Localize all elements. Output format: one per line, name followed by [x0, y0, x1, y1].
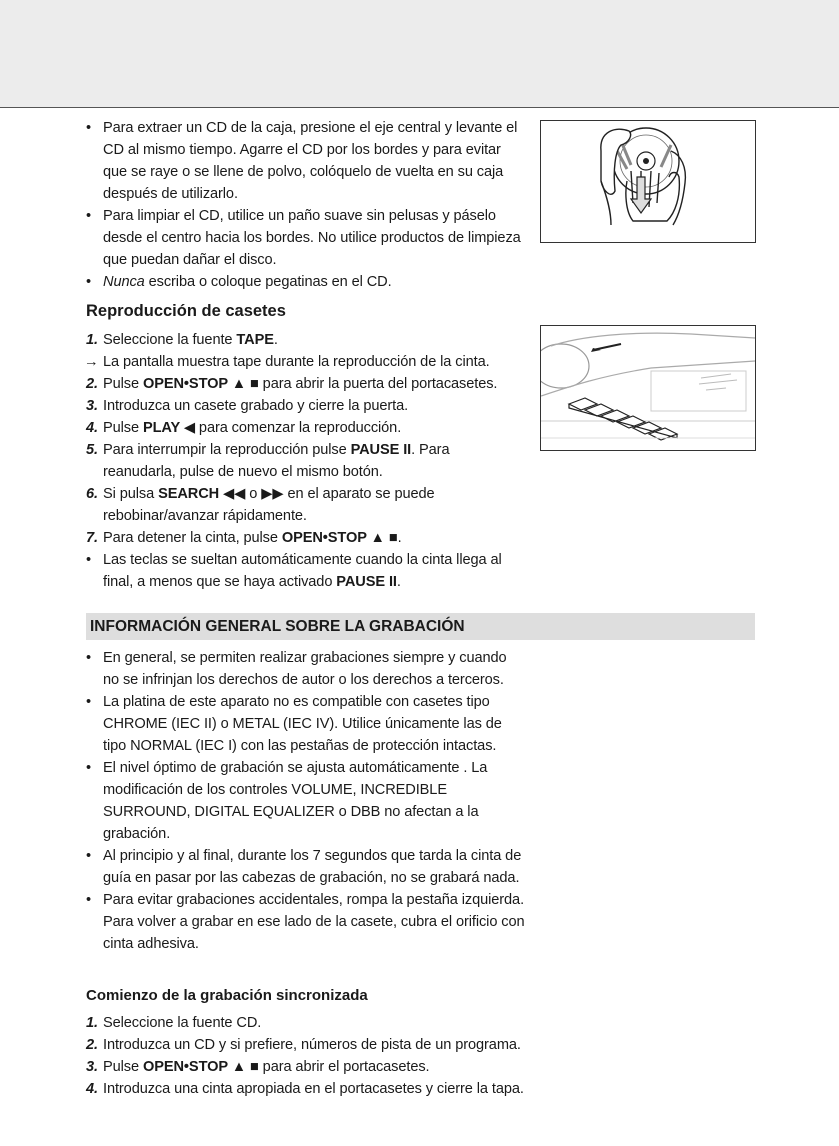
cassette-buttons-icon [541, 326, 755, 450]
list-item: • Para evitar grabaciones accidentales, rompa la pestaña izquierda. Para volver a grabar en ese lado de la casete, cubra el orificio con cinta adhesiva. [86, 892, 525, 952]
step: 2. Introduzca un CD y si prefiere, números de pista de un programa. [86, 1037, 521, 1053]
playback-steps [86, 329, 526, 593]
header-band [0, 0, 839, 107]
step: 6. Si pulsa SEARCH ◀◀ o ▶▶ en el aparato se puede rebobinar/avanzar rápidamente. [86, 486, 435, 524]
playback-title: Reproducción de casetes [86, 302, 286, 320]
list-item: • Para extraer un CD de la caja, presione el eje central y levante el CD al mismo tiempo. Agarre el CD por los bordes y para evitar que se raye o se llene de polvo, colóquelo de vuelta en su caja después de utilizarlo. [86, 120, 518, 202]
list-item: • Al principio y al final, durante los 7 segundos que tarda la cinta de guía en pasar por las cabezas de grabación, no se grabará nada. [86, 848, 522, 886]
list-item: • Para limpiar el CD, utilice un paño suave sin pelusas y páselo desde el centro hacia los bordes. No utilice productos de limpieza que puedan dañar el disco. [86, 208, 521, 268]
step: 2. Pulse OPEN•STOP ▲ ■ para abrir la puerta del portacasetes. [86, 376, 498, 392]
cassette-deck-illustration [540, 325, 756, 451]
list-item: • Nunca escriba o coloque pegatinas en el CD. [86, 274, 392, 290]
step-note: → La pantalla muestra tape durante la reproducción de la cinta. [84, 354, 490, 370]
list-item: • En general, se permiten realizar grabaciones siempre y cuando no se infrinjan los derechos de autor o los derechos a terceros. [86, 650, 507, 688]
sync-steps [86, 1012, 526, 1100]
recording-info-list [86, 647, 526, 955]
recording-banner: INFORMACIÓN GENERAL SOBRE LA GRABACIÓN [86, 613, 755, 640]
list-item: • La platina de este aparato no es compatible con casetes tipo CHROME (IEC II) o METAL (IEC IV). Utilice únicamente las de tipo NORMAL (IEC I) con las pestañas de protección intactas. [86, 694, 502, 754]
sync-title: Comienzo de la grabación sincronizada [86, 987, 368, 1004]
step: 5. Para interrumpir la reproducción pulse PAUSE II. Para reanudarla, pulse de nuevo el mismo botón. [86, 442, 450, 480]
step: 1. Seleccione la fuente TAPE. [86, 332, 278, 348]
list-item: • Las teclas se sueltan automáticamente cuando la cinta llega al final, a menos que se haya activado PAUSE II. [86, 552, 502, 590]
header-rule [0, 107, 839, 108]
step: 7. Para detener la cinta, pulse OPEN•STOP ▲ ■. [86, 530, 402, 546]
step: 3. Pulse OPEN•STOP ▲ ■ para abrir el portacasetes. [86, 1059, 430, 1075]
step: 4. Pulse PLAY ◀ para comenzar la reproducción. [86, 420, 402, 436]
step: 1. Seleccione la fuente CD. [86, 1015, 262, 1031]
hand-cd-icon [541, 121, 755, 242]
cd-care-list [86, 117, 526, 293]
step: 3. Introduzca un casete grabado y cierre la puerta. [86, 398, 409, 414]
step: 4. Introduzca una cinta apropiada en el portacasetes y cierre la tapa. [86, 1081, 524, 1097]
cd-removal-illustration [540, 120, 756, 243]
list-item: • El nivel óptimo de grabación se ajusta automáticamente . La modificación de los controles VOLUME, INCREDIBLE SURROUND, DIGITAL EQUALIZER o DBB no afectan a la grabación. [86, 760, 488, 842]
